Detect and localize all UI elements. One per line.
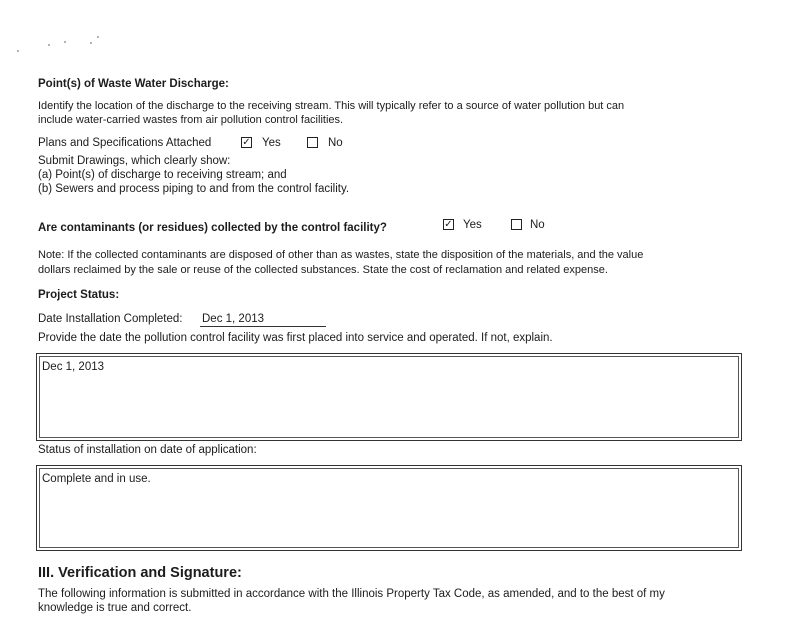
discharge-description-line1: Identify the location of the discharge to the receiving stream. This will typically refer to a source of water pollution but can <box>38 100 625 112</box>
date-installation-label: Date Installation Completed: <box>38 313 183 325</box>
plans-yes-checkbox[interactable]: ✓ <box>242 137 251 148</box>
verification-text-line1: The following information is submitted in accordance with the Illinois Property Tax Code, as amended, and to the best of my <box>38 588 665 600</box>
scan-speck <box>48 44 50 46</box>
contaminants-yes-label: Yes <box>463 219 482 231</box>
scan-speck <box>97 36 99 38</box>
drawings-line1: Submit Drawings, which clearly show: <box>38 155 231 167</box>
plans-label: Plans and Specifications Attached <box>38 137 212 149</box>
service-date-box[interactable] <box>36 353 742 441</box>
installation-status-field[interactable] <box>39 468 739 548</box>
discharge-heading: Point(s) of Waste Water Discharge: <box>38 78 229 90</box>
contaminants-no-label: No <box>530 219 545 231</box>
contaminants-yes-checkbox[interactable]: ✓ <box>444 219 453 230</box>
service-date-value: Dec 1, 2013 <box>42 361 105 373</box>
plans-no-label: No <box>328 137 343 149</box>
verification-text-line2: knowledge is true and correct. <box>38 602 192 614</box>
verification-title: III. Verification and Signature: <box>38 565 242 581</box>
scan-speck <box>90 42 92 44</box>
installation-status-label: Status of installation on date of application: <box>38 444 257 456</box>
date-installation-value[interactable]: Dec 1, 2013 <box>202 313 265 325</box>
scan-speck <box>64 41 66 43</box>
installation-status-box[interactable] <box>36 465 742 551</box>
plans-no-checkbox[interactable] <box>307 137 318 148</box>
contaminants-note-line1: Note: If the collected contaminants are disposed of other than as wastes, state the disposition of the materials, and the value <box>38 249 644 261</box>
plans-yes-label: Yes <box>262 137 281 149</box>
scan-speck <box>17 50 19 52</box>
drawings-line3: (b) Sewers and process piping to and from the control facility. <box>38 183 350 195</box>
service-prompt: Provide the date the pollution control facility was first placed into service and operated. If not, explain. <box>38 332 553 344</box>
contaminants-note-line2: dollars reclaimed by the sale or reuse of the collected substances. State the cost of reclamation and related expense. <box>38 264 608 276</box>
service-date-field[interactable] <box>39 356 739 438</box>
drawings-line2: (a) Point(s) of discharge to receiving stream; and <box>38 169 287 181</box>
contaminants-no-checkbox[interactable] <box>511 219 522 230</box>
date-installation-underline <box>200 326 326 327</box>
contaminants-question: Are contaminants (or residues) collected by the control facility? <box>38 222 387 234</box>
installation-status-value: Complete and in use. <box>42 473 151 485</box>
discharge-description-line2: include water-carried wastes from air pollution control facilities. <box>38 114 344 126</box>
project-status-heading: Project Status: <box>38 289 120 301</box>
